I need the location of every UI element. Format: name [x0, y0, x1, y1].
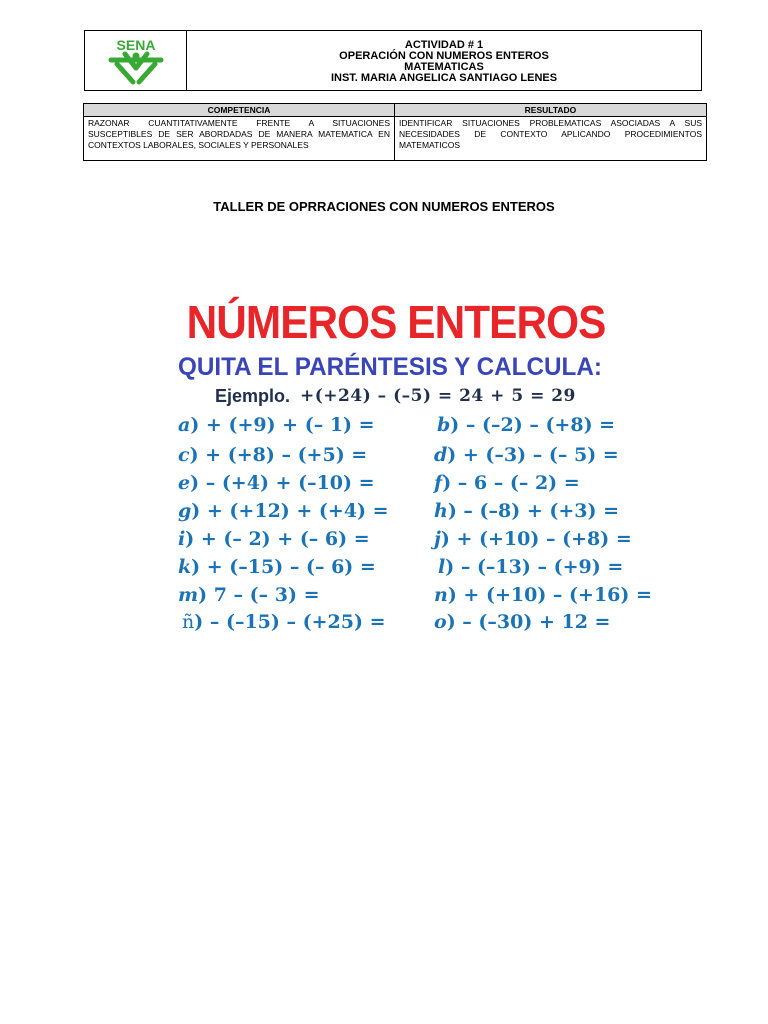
- exercise-k: [178, 553, 376, 581]
- exercise-i: [178, 525, 370, 553]
- activity-title-cell: [187, 31, 701, 90]
- exercise-e: [178, 469, 375, 497]
- exercise-expression: ) + (+8) – (+5) =: [189, 444, 368, 466]
- exercise-h: [434, 497, 619, 525]
- exercise-letter: b: [437, 414, 451, 436]
- exercise-letter: f: [434, 472, 443, 494]
- resultado-header: RESULTADO: [395, 104, 706, 117]
- exercise-letter: e: [178, 472, 191, 494]
- institution: INST. MARIA ANGELICA SANTIAGO LENES: [330, 72, 558, 84]
- exercise-expression: ) – (–8) + (+3) =: [447, 500, 620, 522]
- exercise-letter: g: [178, 500, 192, 522]
- exercise-a: [178, 411, 375, 439]
- exercise-expression: ) + (+12) + (+4) =: [191, 500, 389, 522]
- exercise-expression: ) – (–2) – (+8) =: [450, 414, 616, 436]
- exercise-expression: ) + (+9) + (– 1) =: [190, 414, 375, 436]
- exercise-enie: [182, 608, 386, 636]
- exercise-m: [178, 581, 320, 609]
- exercise-letter: d: [434, 444, 448, 466]
- exercise-c: [178, 441, 367, 469]
- exercise-expression: ) – (–13) – (+9) =: [445, 556, 624, 578]
- exercise-expression: ) + (+10) – (+8) =: [440, 528, 632, 550]
- example-expression: +(+24) – (–5) = 24 + 5 = 29: [300, 386, 576, 406]
- taller-title: TALLER DE OPRRACIONES CON NUMEROS ENTEROS: [213, 199, 555, 214]
- exercise-n: [434, 581, 652, 609]
- exercise-letter: l: [438, 556, 446, 578]
- exercise-expression: ) + (– 2) + (– 6) =: [185, 528, 370, 550]
- exercise-d: [434, 441, 619, 469]
- resultado-text: IDENTIFICAR SITUACIONES PROBLEMATICAS ASOCIADAS A SUS NECESIDADES DE CONTEXTO APLICANDO PROCEDIMIENTOS MATEMATICOS: [399, 118, 702, 150]
- exercise-letter: k: [178, 556, 192, 578]
- exercise-letter: n: [434, 584, 448, 606]
- exercise-expression: ) – (+4) + (–10) =: [190, 472, 375, 494]
- exercise-expression: ) – (–30) + 12 =: [446, 611, 611, 633]
- exercise-letter: h: [434, 500, 448, 522]
- exercise-expression: ) + (–15) – (– 6) =: [191, 556, 376, 578]
- worksheet-title: NÚMEROS ENTEROS: [186, 296, 606, 348]
- exercise-expression: ) + (–3) – (– 5) =: [447, 444, 619, 466]
- example-row: [215, 382, 576, 410]
- competencia-table: [83, 103, 707, 161]
- worksheet-subtitle: QUITA EL PARÉNTESIS Y CALCULA:: [177, 353, 602, 381]
- header-table: [84, 30, 702, 91]
- logo-cell: [85, 31, 187, 90]
- activity-number: ACTIVIDAD # 1: [404, 39, 484, 51]
- competencia-text: RAZONAR CUANTITATIVAMENTE FRENTE A SITUACIONES SUSCEPTIBLES DE SER ABORDADAS DE MANERA MATEMATICA EN CONTEXTOS LABORALES, SOCIALES Y PERSONALES: [84, 117, 395, 160]
- exercise-letter: ñ: [182, 611, 195, 633]
- exercise-letter: c: [178, 444, 190, 466]
- exercise-o: [434, 608, 610, 636]
- exercise-f: [434, 469, 580, 497]
- exercise-letter: j: [434, 528, 441, 550]
- exercise-g: [178, 497, 389, 525]
- example-label: Ejemplo.: [215, 385, 291, 406]
- exercise-letter: a: [178, 414, 191, 436]
- competencia-header: COMPETENCIA: [84, 104, 395, 117]
- exercise-expression: ) – 6 – (– 2) =: [442, 472, 580, 494]
- exercise-expression: ) + (+10) – (+16) =: [447, 584, 652, 606]
- exercise-letter: i: [178, 528, 186, 550]
- exercise-b: [437, 411, 615, 439]
- exercise-letter: o: [434, 611, 447, 633]
- exercise-l: [438, 553, 623, 581]
- sena-logo: [103, 36, 169, 86]
- exercise-letter: m: [178, 584, 199, 606]
- subject: MATEMATICAS: [404, 61, 484, 73]
- sena-logo-text: SENA: [116, 36, 155, 53]
- exercise-j: [434, 525, 632, 553]
- activity-topic: OPERACIÓN CON NUMEROS ENTEROS: [339, 50, 549, 62]
- exercise-expression: ) 7 – (– 3) =: [198, 584, 320, 606]
- exercise-expression: ) – (–15) – (+25) =: [194, 611, 386, 633]
